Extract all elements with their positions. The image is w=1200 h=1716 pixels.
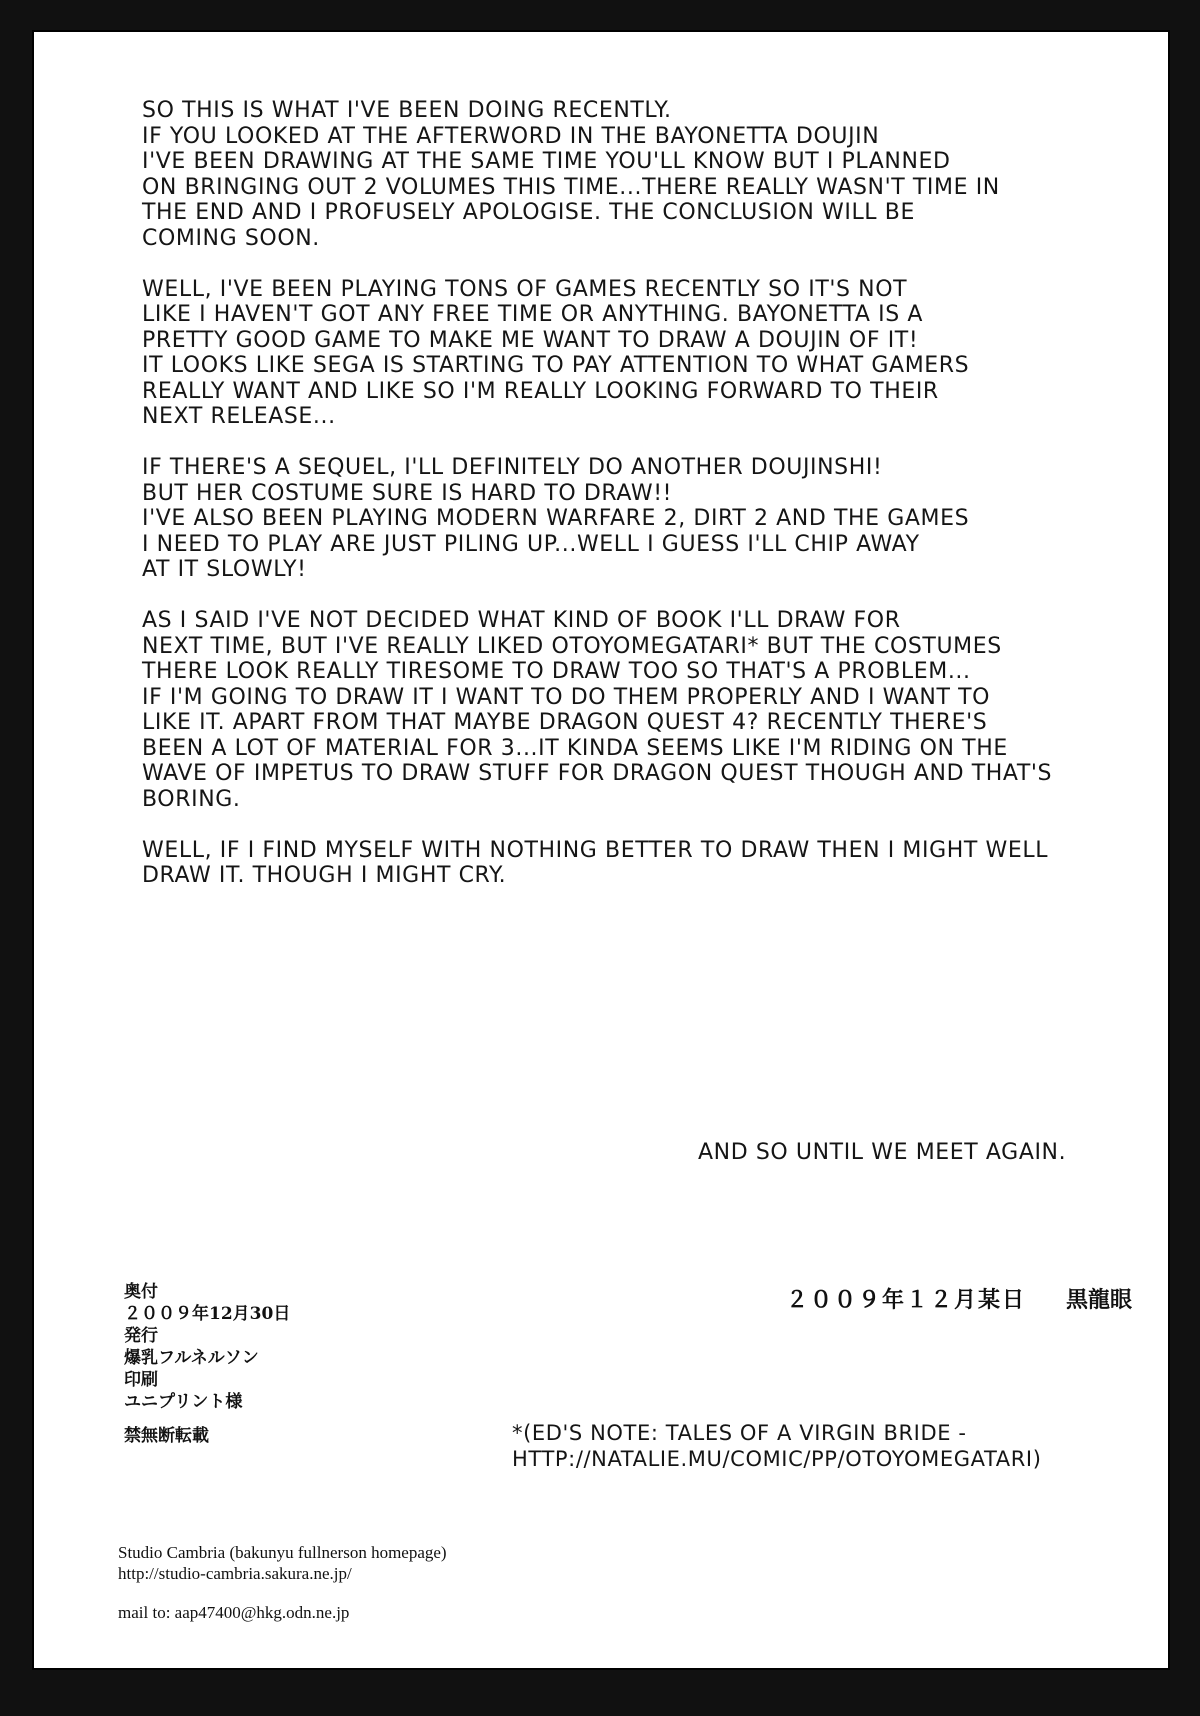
colophon-notice: 禁無断転載: [124, 1426, 209, 1446]
afterword-line: ON BRINGING OUT 2 VOLUMES THIS TIME...THERE REALLY WASN'T TIME IN: [142, 174, 1000, 200]
editor-note: [512, 1420, 1042, 1472]
afterword-line: LIKE I HAVEN'T GOT ANY FREE TIME OR ANYTHING. BAYONETTA IS A: [142, 302, 924, 327]
afterword-line: AT IT SLOWLY!: [142, 557, 307, 582]
document-page: [32, 30, 1170, 1670]
afterword-line: LIKE IT. APART FROM THAT MAYBE DRAGON QUEST 4? RECENTLY THERE'S: [142, 710, 988, 735]
afterword-line: AS I SAID I'VE NOT DECIDED WHAT KIND OF BOOK I'LL DRAW FOR: [142, 608, 901, 633]
colophon-date: ２００９年12月30日: [124, 1304, 291, 1324]
studio-info: [118, 1542, 447, 1623]
afterword-line: BUT HER COSTUME SURE IS HARD TO DRAW!!: [142, 480, 673, 506]
afterword-line: COMING SOON.: [142, 225, 320, 251]
afterword-line: IF THERE'S A SEQUEL, I'LL DEFINITELY DO ANOTHER DOUJINSHI!: [142, 455, 883, 480]
afterword-line: NEXT TIME, BUT I'VE REALLY LIKED OTOYOMEGATARI* BUT THE COSTUMES: [142, 633, 1002, 659]
colophon-publisher: 爆乳フルネルソン: [124, 1348, 259, 1368]
editor-note-line: *(ED'S NOTE: TALES OF A VIRGIN BRIDE -: [512, 1421, 967, 1445]
studio-name: Studio Cambria (bakunyu fullnerson homepage): [118, 1543, 447, 1562]
afterword-line: I NEED TO PLAY ARE JUST PILING UP...WELL I GUESS I'LL CHIP AWAY: [142, 531, 920, 557]
afterword-line: THERE LOOK REALLY TIRESOME TO DRAW TOO SO THAT'S A PROBLEM...: [142, 659, 971, 684]
afterword-line: I'VE BEEN DRAWING AT THE SAME TIME YOU'LL KNOW BUT I PLANNED: [142, 149, 951, 174]
afterword-line: IF I'M GOING TO DRAW IT I WANT TO DO THEM PROPERLY AND I WANT TO: [142, 684, 991, 710]
studio-url: http://studio-cambria.sakura.ne.jp/: [118, 1564, 352, 1583]
afterword-line: IF YOU LOOKED AT THE AFTERWORD IN THE BAYONETTA DOUJIN: [142, 123, 880, 149]
afterword-line: NEXT RELEASE...: [142, 404, 336, 429]
signature-date: ２００９年１２月某日: [786, 1287, 1027, 1313]
colophon: [124, 1281, 290, 1447]
afterword-line: BORING.: [142, 786, 241, 812]
afterword-line: PRETTY GOOD GAME TO MAKE ME WANT TO DRAW A DOUJIN OF IT!: [142, 327, 919, 353]
afterword-line: SO THIS IS WHAT I'VE BEEN DOING RECENTLY.: [142, 98, 672, 123]
editor-note-url: HTTP://NATALIE.MU/COMIC/PP/OTOYOMEGATARI): [512, 1447, 1042, 1471]
afterword-line: IT LOOKS LIKE SEGA IS STARTING TO PAY ATTENTION TO WHAT GAMERS: [142, 353, 970, 378]
afterword-line: BEEN A LOT OF MATERIAL FOR 3...IT KINDA SEEMS LIKE I'M RIDING ON THE: [142, 735, 1008, 761]
afterword-line: WELL, I'VE BEEN PLAYING TONS OF GAMES RECENTLY SO IT'S NOT: [142, 276, 908, 302]
colophon-publisher-label: 発行: [124, 1326, 158, 1346]
afterword-paragraph: [142, 98, 1142, 251]
signature-name: 黒龍眼: [1066, 1287, 1133, 1313]
afterword-paragraph: [142, 608, 1142, 812]
afterword-body: [142, 98, 1142, 914]
colophon-heading: 奥付: [124, 1282, 158, 1302]
colophon-printer: ユニプリント様: [124, 1392, 243, 1412]
afterword-paragraph: [142, 277, 1142, 430]
afterword-line: REALLY WANT AND LIKE SO I'M REALLY LOOKING FORWARD TO THEIR: [142, 378, 939, 404]
afterword-line: DRAW IT. THOUGH I MIGHT CRY.: [142, 863, 507, 888]
afterword-line: WELL, IF I FIND MYSELF WITH NOTHING BETTER TO DRAW THEN I MIGHT WELL: [142, 837, 1049, 863]
afterword-line: I'VE ALSO BEEN PLAYING MODERN WARFARE 2, DIRT 2 AND THE GAMES: [142, 506, 970, 531]
colophon-printer-label: 印刷: [124, 1370, 158, 1390]
afterword-paragraph: [142, 838, 1142, 889]
closing-line: AND SO UNTIL WE MEET AGAIN.: [698, 1140, 1067, 1165]
afterword-line: WAVE OF IMPETUS TO DRAW STUFF FOR DRAGON QUEST THOUGH AND THAT'S: [142, 761, 1053, 786]
afterword-line: THE END AND I PROFUSELY APOLOGISE. THE CONCLUSION WILL BE: [142, 200, 915, 225]
afterword-paragraph: [142, 455, 1142, 583]
studio-mail: mail to: aap47400@hkg.odn.ne.jp: [118, 1603, 350, 1622]
